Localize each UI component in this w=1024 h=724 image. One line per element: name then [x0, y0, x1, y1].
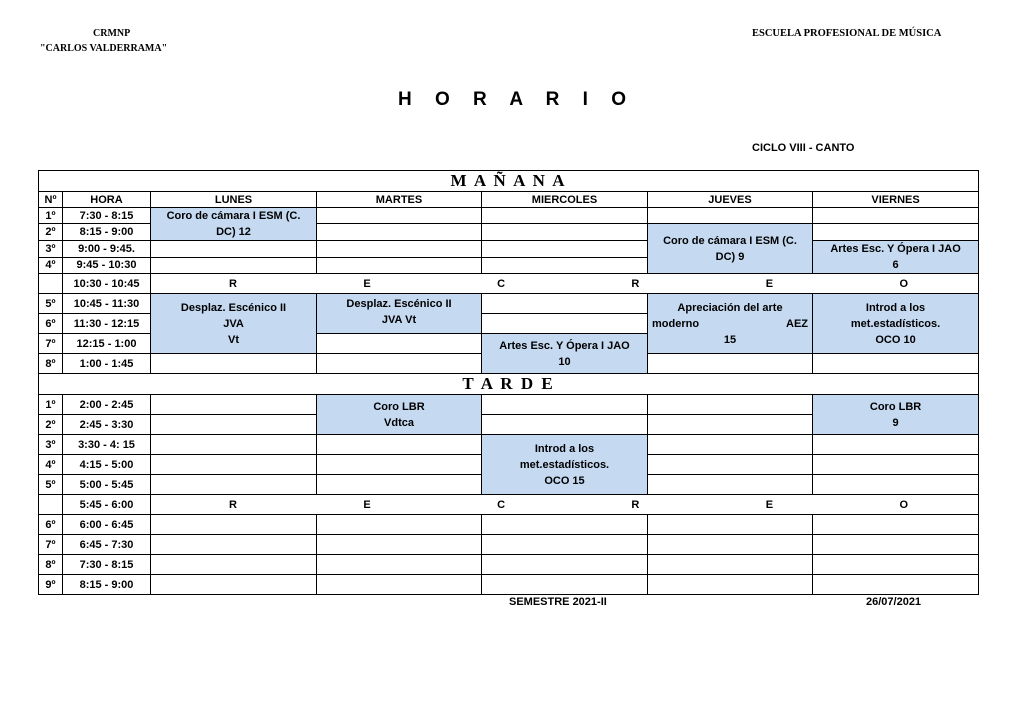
period-number: 3º: [39, 435, 63, 455]
empty-cell: [482, 208, 648, 224]
course-line: JVA: [223, 317, 244, 330]
period-hour: 9:45 - 10:30: [63, 257, 151, 274]
empty-cell: [317, 515, 482, 535]
period-number: 8º: [39, 354, 63, 374]
recreo-letter: R: [631, 498, 640, 511]
col-header-day: VIERNES: [813, 192, 979, 208]
empty-cell: [151, 354, 317, 374]
recreo-letter: C: [497, 277, 506, 290]
empty-cell: [482, 515, 648, 535]
empty-cell: [317, 241, 482, 258]
empty-cell: [482, 535, 648, 555]
period-number: 9º: [39, 575, 63, 595]
course-line: Introd a los: [865, 301, 926, 314]
course-line: Vt: [228, 333, 239, 346]
period-number: 6º: [39, 515, 63, 535]
recreo-letter: R: [229, 277, 237, 290]
period-number: [39, 274, 63, 294]
col-header-num: Nº: [39, 192, 63, 208]
empty-cell: [813, 575, 979, 595]
empty-cell: [813, 435, 979, 455]
empty-cell: [151, 575, 317, 595]
col-header-day: MARTES: [317, 192, 482, 208]
period-number: 5º: [39, 475, 63, 495]
empty-cell: [482, 294, 648, 314]
recreo-band: [151, 274, 979, 294]
col-header-day: JUEVES: [648, 192, 813, 208]
empty-cell: [151, 415, 317, 435]
empty-cell: [151, 435, 317, 455]
empty-cell: [151, 555, 317, 575]
empty-cell: [317, 334, 482, 354]
empty-cell: [482, 257, 648, 274]
empty-cell: [317, 257, 482, 274]
period-hour: 1:00 - 1:45: [63, 354, 151, 374]
period-number: 8º: [39, 555, 63, 575]
course-block: [813, 294, 979, 354]
empty-cell: [813, 515, 979, 535]
period-hour: 6:45 - 7:30: [63, 535, 151, 555]
institution-short: CRMNP: [93, 28, 131, 39]
period-hour: 10:30 - 10:45: [63, 274, 151, 294]
course-line: DC) 9: [715, 250, 745, 263]
period-number: 7º: [39, 535, 63, 555]
course-block: [317, 395, 482, 435]
empty-cell: [648, 354, 813, 374]
empty-cell: [648, 575, 813, 595]
empty-cell: [813, 354, 979, 374]
course-line: OCO 15: [544, 474, 585, 487]
course-line: 6: [892, 259, 899, 271]
period-number: 3º: [39, 241, 63, 258]
empty-cell: [317, 354, 482, 374]
period-hour: 9:00 - 9:45.: [63, 241, 151, 258]
empty-cell: [648, 395, 813, 415]
recreo-letter: E: [765, 498, 774, 511]
empty-cell: [648, 455, 813, 475]
period-hour: 7:30 - 8:15: [63, 555, 151, 575]
period-number: 4º: [39, 455, 63, 475]
empty-cell: [648, 435, 813, 455]
course-line: Desplaz. Escénico II: [346, 298, 452, 310]
recreo-letter: O: [899, 498, 909, 511]
afternoon-section-title: T A R D E: [39, 374, 979, 395]
empty-cell: [482, 575, 648, 595]
empty-cell: [151, 395, 317, 415]
period-hour: 8:15 - 9:00: [63, 224, 151, 241]
empty-cell: [317, 435, 482, 455]
empty-cell: [813, 555, 979, 575]
empty-cell: [317, 224, 482, 241]
empty-cell: [482, 415, 648, 435]
course-line: Coro de cámara I ESM (C.: [663, 234, 797, 247]
course-line: JVA Vt: [381, 314, 417, 326]
period-number: 1º: [39, 208, 63, 224]
empty-cell: [151, 455, 317, 475]
empty-cell: [151, 535, 317, 555]
course-block: [648, 294, 813, 354]
empty-cell: [482, 224, 648, 241]
period-hour: 2:45 - 3:30: [63, 415, 151, 435]
course-line: Vdtca: [384, 416, 414, 429]
course-text: moderno: [652, 317, 700, 330]
empty-cell: [482, 314, 648, 334]
period-hour: 10:45 - 11:30: [63, 294, 151, 314]
course-block: [151, 208, 317, 241]
course-block: [648, 224, 813, 274]
course-line: met.estadísticos.: [850, 317, 941, 330]
course-block: [317, 294, 482, 334]
morning-section-title: M A Ñ A N A: [39, 171, 979, 192]
course-block: [482, 435, 648, 495]
period-hour: 11:30 - 12:15: [63, 314, 151, 334]
empty-cell: [648, 535, 813, 555]
period-hour: 8:15 - 9:00: [63, 575, 151, 595]
period-hour: 2:00 - 2:45: [63, 395, 151, 415]
period-hour: 3:30 - 4: 15: [63, 435, 151, 455]
empty-cell: [813, 208, 979, 224]
period-number: 4º: [39, 257, 63, 274]
empty-cell: [317, 555, 482, 575]
course-block: [813, 395, 979, 435]
empty-cell: [317, 475, 482, 495]
empty-cell: [317, 208, 482, 224]
recreo-letter: O: [899, 277, 909, 290]
recreo-band: [151, 495, 979, 515]
empty-cell: [648, 415, 813, 435]
col-header-day: MIERCOLES: [482, 192, 648, 208]
recreo-letter: C: [497, 498, 506, 511]
course-line: 15: [723, 333, 737, 346]
course-text: AEZ: [786, 317, 808, 330]
course-line: Artes Esc. Y Ópera I JAO: [499, 339, 630, 352]
school-name: ESCUELA PROFESIONAL DE MÚSICA: [752, 28, 942, 39]
period-number: 7º: [39, 334, 63, 354]
period-number: 2º: [39, 415, 63, 435]
empty-cell: [482, 241, 648, 258]
empty-cell: [482, 555, 648, 575]
period-number: 1º: [39, 395, 63, 415]
period-hour: 12:15 - 1:00: [63, 334, 151, 354]
period-hour: 6:00 - 6:45: [63, 515, 151, 535]
empty-cell: [813, 224, 979, 241]
empty-cell: [813, 475, 979, 495]
empty-cell: [813, 455, 979, 475]
course-line: Apreciación del arte: [677, 301, 783, 314]
schedule-table: [38, 170, 979, 595]
period-number: [39, 495, 63, 515]
empty-cell: [648, 475, 813, 495]
empty-cell: [151, 241, 317, 258]
page-title: H O R A R I O: [398, 89, 635, 110]
empty-cell: [648, 555, 813, 575]
course-line: DC) 12: [216, 226, 251, 238]
empty-cell: [482, 395, 648, 415]
course-line: Coro de cámara I ESM (C.: [166, 210, 301, 222]
recreo-letter: E: [363, 277, 371, 290]
empty-cell: [813, 535, 979, 555]
date-label: 26/07/2021: [866, 596, 922, 608]
period-hour: 4:15 - 5:00: [63, 455, 151, 475]
cycle-label: CICLO VIII - CANTO: [752, 142, 855, 154]
period-hour: 5:00 - 5:45: [63, 475, 151, 495]
course-line: Desplaz. Escénico II: [180, 301, 287, 314]
period-hour: 5:45 - 6:00: [63, 495, 151, 515]
course-line: Artes Esc. Y Ópera I JAO: [830, 243, 961, 255]
empty-cell: [151, 475, 317, 495]
period-number: 2º: [39, 224, 63, 241]
empty-cell: [648, 208, 813, 224]
course-block: [151, 294, 317, 354]
institution-name: "CARLOS VALDERRAMA": [40, 43, 168, 54]
recreo-letter: E: [765, 277, 774, 290]
col-header-hour: HORA: [63, 192, 151, 208]
period-number: 6º: [39, 314, 63, 334]
period-hour: 7:30 - 8:15: [63, 208, 151, 224]
course-line: Coro LBR: [373, 400, 425, 413]
course-line: 10: [558, 355, 571, 368]
course-line: Coro LBR: [869, 400, 922, 413]
recreo-letter: R: [229, 498, 237, 511]
empty-cell: [317, 575, 482, 595]
course-block: [813, 241, 979, 274]
course-line: met.estadísticos.: [519, 458, 610, 471]
course-line: [648, 316, 812, 332]
course-block: [482, 334, 648, 374]
recreo-letter: R: [631, 277, 640, 290]
empty-cell: [151, 257, 317, 274]
course-line: OCO 10: [875, 333, 916, 346]
period-number: 5º: [39, 294, 63, 314]
empty-cell: [648, 515, 813, 535]
course-line: Introd a los: [534, 442, 595, 455]
empty-cell: [317, 535, 482, 555]
course-line: 9: [892, 416, 899, 429]
empty-cell: [151, 515, 317, 535]
col-header-day: LUNES: [151, 192, 317, 208]
semester-label: SEMESTRE 2021-II: [509, 596, 607, 608]
recreo-letter: E: [363, 498, 371, 511]
empty-cell: [317, 455, 482, 475]
